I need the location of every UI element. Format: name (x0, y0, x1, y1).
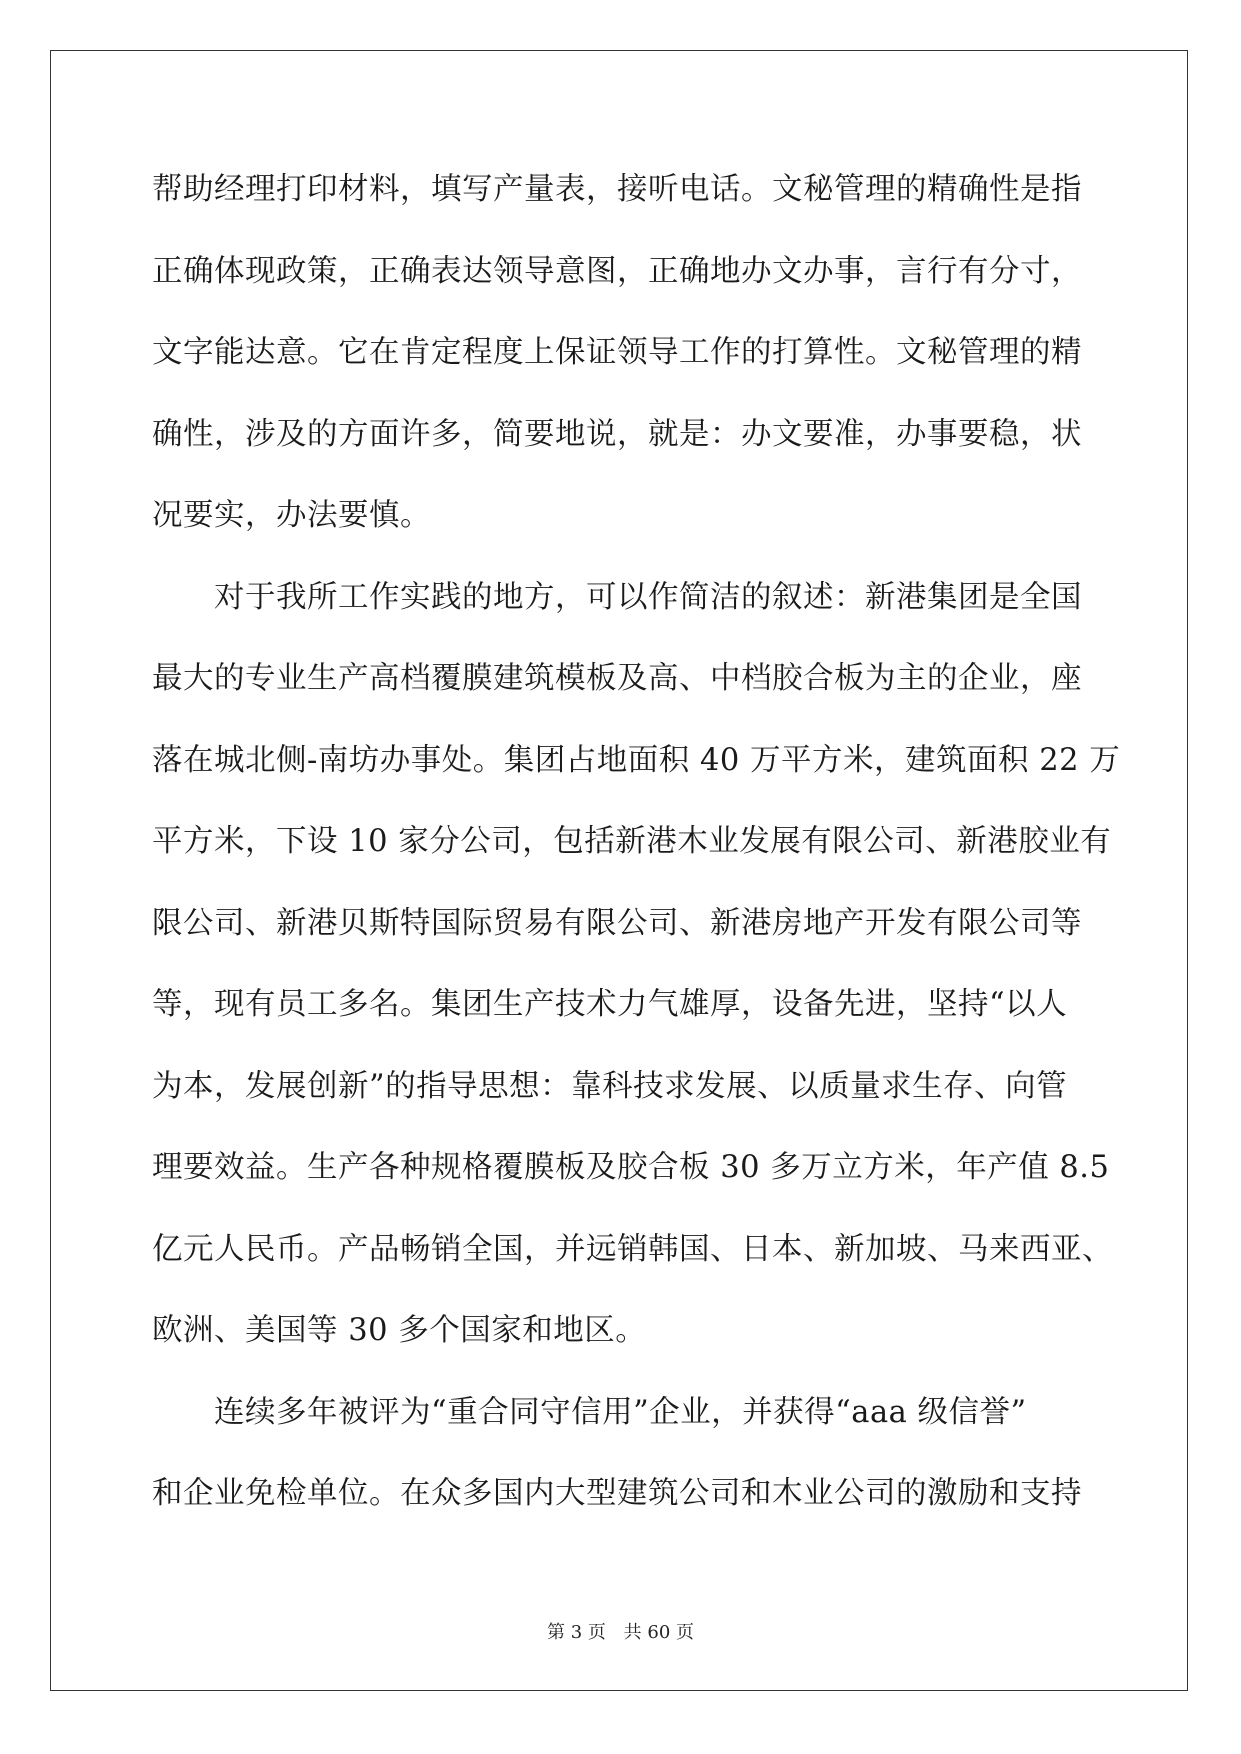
text-line: 和企业免检单位。在众多国内大型建筑公司和木业公司的激励和支持 (152, 1476, 1082, 1511)
text-line: 况要实，办法要慎。 (152, 498, 431, 533)
text-line: 等，现有员工多名。集团生产技术力气雄厚，设备先进，坚持“以人 (152, 987, 1068, 1022)
paragraph-first-line: 连续多年被评为“重合同守信用”企业，并获得“aaa 级信誉” (214, 1394, 1027, 1430)
page-number-current: 第 3 页 (547, 1622, 606, 1643)
text-line: 限公司、新港贝斯特国际贸易有限公司、新港房地产开发有限公司等 (152, 905, 1082, 941)
page-number-total: 共 60 页 (623, 1622, 694, 1643)
text-line: 帮助经理打印材料，填写产量表，接听电话。文秘管理的精确性是指 (152, 172, 1082, 207)
text-line: 确性，涉及的方面许多，简要地说，就是：办文要准，办事要稳，状 (152, 416, 1082, 452)
text-line: 正确体现政策，正确表达领导意图，正确地办文办事，言行有分寸， (152, 253, 1082, 289)
text-line: 欧洲、美国等 30 多个国家和地区。 (152, 1313, 647, 1348)
text-line: 亿元人民币。产品畅销全国，并远销韩国、日本、新加坡、马来西亚、 (152, 1231, 1113, 1267)
text-line: 理要效益。生产各种规格覆膜板及胶合板 30 多万立方米，年产值 8.5 (152, 1150, 1110, 1185)
text-line: 落在城北侧-南坊办事处。集团占地面积 40 万平方米，建筑面积 22 万 (152, 742, 1121, 778)
text-line: 文字能达意。它在肯定程度上保证领导工作的打算性。文秘管理的精 (152, 335, 1082, 370)
page-footer (0, 1618, 1241, 1644)
paragraph-first-line: 对于我所工作实践的地方，可以作简洁的叙述：新港集团是全国 (214, 579, 1082, 615)
text-line: 最大的专业生产高档覆膜建筑模板及高、中档胶合板为主的企业，座 (152, 661, 1082, 696)
document-body (152, 160, 1121, 1546)
text-line: 为本，发展创新”的指导思想：靠科技求发展、以质量求生存、向管 (152, 1068, 1068, 1104)
text-line: 平方米，下设 10 家分公司，包括新港木业发展有限公司、新港胶业有 (152, 824, 1112, 859)
